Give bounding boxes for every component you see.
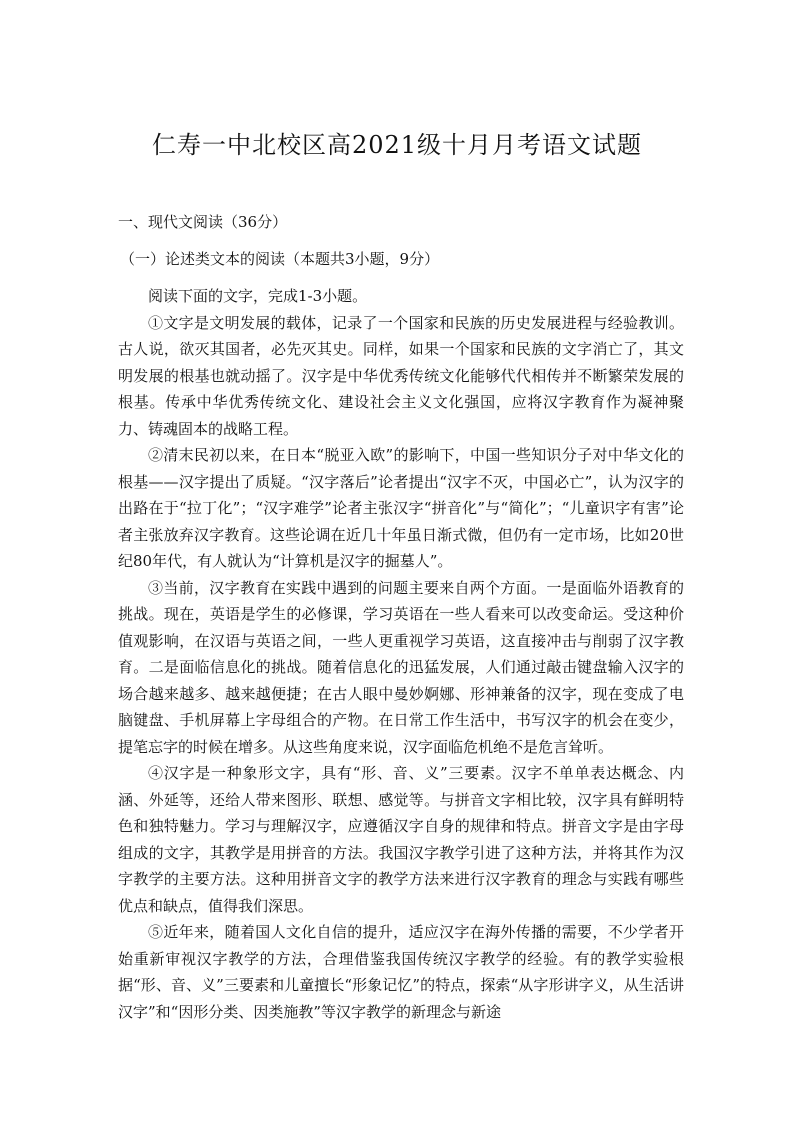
subsection-heading: （一）论述类文本的阅读（本题共3小题，9分） (120, 250, 440, 268)
section-heading: 一、现代文阅读（36分） (118, 213, 288, 231)
passage-paragraph-1: ①文字是文明发展的载体，记录了一个国家和民族的历史发展进程与经验教训。古人说，欲灭其国者，必先灭其史。同样，如果一个国家和民族的文字消亡了，其文明发展的根基也就动摇了。汉字是中华优秀传统文化能够代代相传并不断繁荣发展的根基。传承中华优秀传统文化、建设社会主义文化强国，应将汉字教育作为凝神聚力、铸魂固本的战略工程。 (118, 313, 684, 438)
document-title: 仁寿一中北校区高2021级十月月考语文试题 (151, 131, 643, 159)
passage-paragraph-5: ⑤近年来，随着国人文化自信的提升，适应汉字在海外传播的需要，不少学者开始重新审视汉字教学的方法，合理借鉴我国传统汉字教学的经验。有的教学实验根据“形、音、义”三要素和儿童擅长“形象记忆”的特点，探索“从字形讲字义，从生活讲汉字”和“因形分类、因类施教”等汉字教学的新理念与新途 (118, 923, 684, 1021)
reading-passage (118, 283, 684, 1025)
instruction-paragraph: 阅读下面的文字，完成1-3小题。 (148, 287, 368, 305)
passage-paragraph-2: ②清末民初以来，在日本“脱亚入欧”的影响下，中国一些知识分子对中华文化的根基——汉字提出了质疑。“汉字落后”论者提出“汉字不灭，中国必亡”，认为汉字的出路在于“拉丁化”；“汉字难学”论者主张汉字“拼音化”与“简化”；“儿童识字有害”论者主张放弃汉字教育。这些论调在近几十年虽日渐式微，但仍有一定市场，比如20世纪80年代，有人就认为“计算机是汉字的掘墓人”。 (118, 446, 684, 570)
passage-paragraph-3: ③当前，汉字教育在实践中遇到的问题主要来自两个方面。一是面临外语教育的挑战。现在，英语是学生的必修课，学习英语在一些人看来可以改变命运。受这种价值观影响，在汉语与英语之间，一些人更重视学习英语，这直接冲击与削弱了汉字教育。二是面临信息化的挑战。随着信息化的迅猛发展，人们通过敲击键盘输入汉字的场合越来越多、越来越便捷；在古人眼中曼妙婀娜、形神兼备的汉字，现在变成了电脑键盘、手机屏幕上字母组合的产物。在日常工作生活中，书写汉字的机会在变少，提笔忘字的时候在增多。从这些角度来说，汉字面临危机绝不是危言耸听。 (118, 578, 684, 756)
passage-paragraph-4: ④汉字是一种象形文字，具有“形、音、义”三要素。汉字不单单表达概念、内涵、外延等，还给人带来图形、联想、感觉等。与拼音文字相比较，汉字具有鲜明特色和独特魅力。学习与理解汉字，应遵循汉字自身的规律和特点。拼音文字是由字母组成的文字，其教学是用拼音的方法。我国汉字教学引进了这种方法，并将其作为汉字教学的主要方法。这种用拼音文字的教学方法来进行汉字教育的理念与实践有哪些优点和缺点，值得我们深思。 (118, 764, 684, 915)
